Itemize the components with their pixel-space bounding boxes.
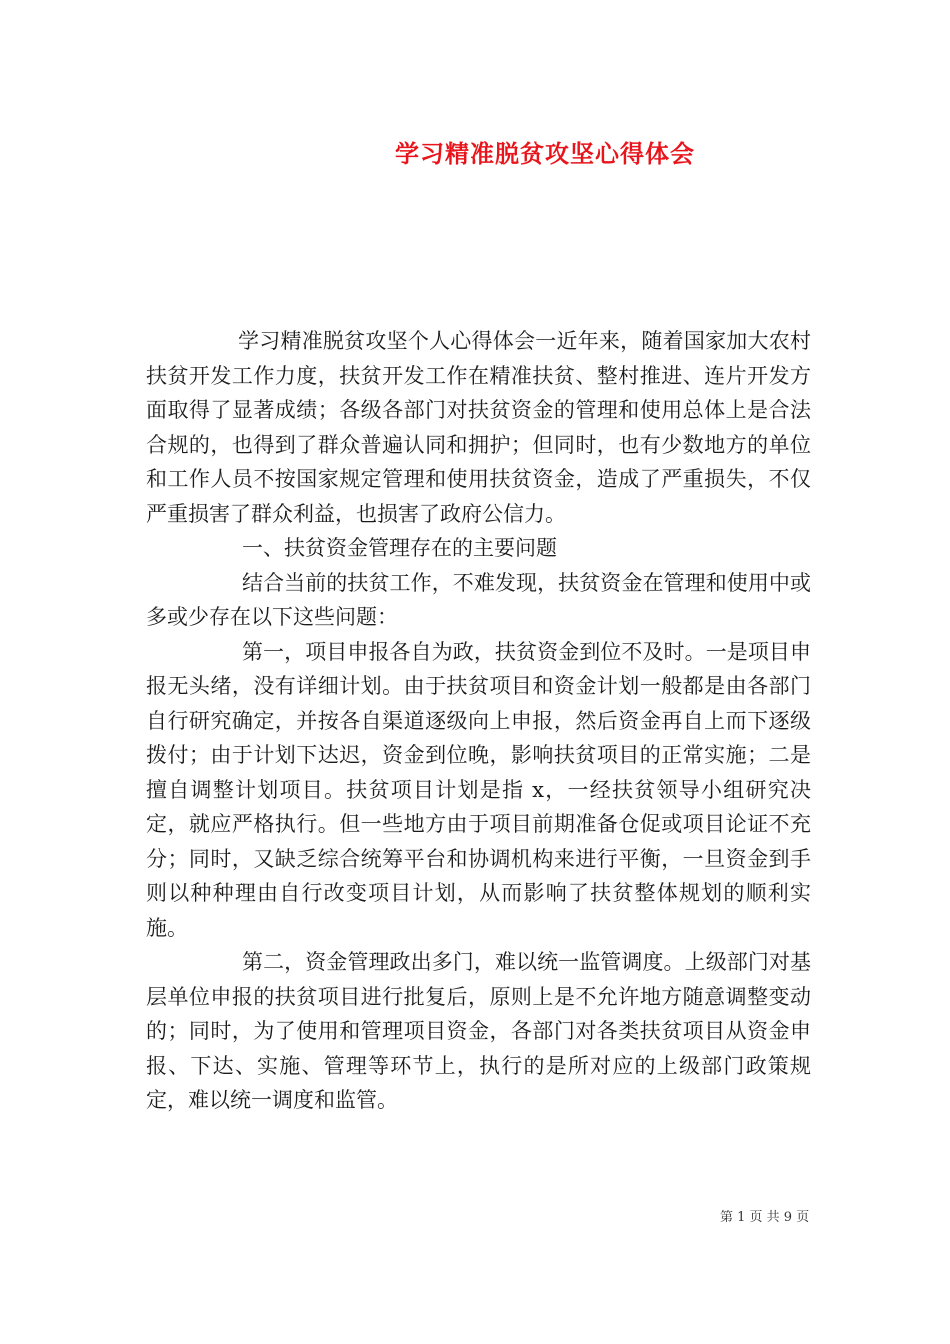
paragraph-second-issue: 第二，资金管理政出多门，难以统一监管调度。上级部门对基层单位申报的扶贫项目进行批复后，原则上是不允许地方随意调整变动的；同时，为了使用和管理项目资金，各部门对各类扶贫项目从资金申报、下达、实施、管理等环节上，执行的是所对应的上级部门政策规定，难以统一调度和监管。 — [146, 950, 811, 1112]
document-title: 学习精准脱贫攻坚心得体会 — [395, 140, 695, 168]
section-heading: 一、扶贫资金管理存在的主要问题 — [242, 536, 557, 560]
paragraph-context: 结合当前的扶贫工作，不难发现，扶贫资金在管理和使用中或多或少存在以下这些问题： — [146, 570, 811, 629]
paragraph-first-issue: 第一，项目申报各自为政，扶贫资金到位不及时。一是项目申报无头绪，没有详细计划。由于扶贫项目和资金计划一般都是由各部门自行研究确定，并按各自渠道逐级向上申报，然后资金再自上而下逐级拨付；由于计划下达迟，资金到位晚，影响扶贫项目的正常实施；二是擅自调整计划项目。扶贫项目计划是指 x，一经扶贫领导小组研究决定，就应严格执行。但一些地方由于项目前期准备仓促或项目论证不充分；同时，又缺乏综合统筹平台和协调机构来进行平衡，一旦资金到手则以种种理由自行改变项目计划，从而影响了扶贫整体规划的顺利实施。 — [146, 639, 811, 940]
paragraph-intro: 学习精准脱贫攻坚个人心得体会一近年来，随着国家加大农村扶贫开发工作力度，扶贫开发工作在精准扶贫、整村推进、连片开发方面取得了显著成绩；各级各部门对扶贫资金的管理和使用总体上是合法合规的，也得到了群众普遍认同和拥护；但同时，也有少数地方的单位和工作人员不按国家规定管理和使用扶贫资金，造成了严重损失，不仅严重损害了群众利益，也损害了政府公信力。 — [146, 329, 811, 526]
page-number: 第 1 页 共 9 页 — [720, 1210, 810, 1225]
document-body — [146, 324, 811, 1118]
